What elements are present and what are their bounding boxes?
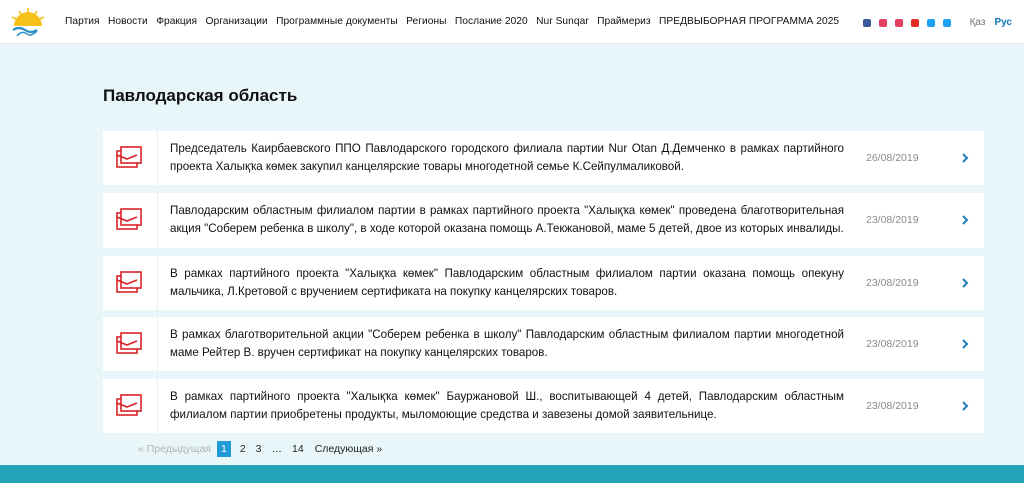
pagination	[138, 441, 382, 457]
news-item-date: 23/08/2019	[866, 214, 919, 227]
chevron-right-icon[interactable]	[958, 337, 972, 351]
news-item-title[interactable]: Павлодарским областным филиалом партии в рамках партийного проекта "Халықҡа көмек" проведена благотворительная акция "Соберем ребенка в школу", в ходе которой оказана помощь А.Текжановой, маме 5 детей, двое из которых инвалиды.	[170, 204, 844, 236]
page-title: Павлодарская область	[103, 86, 298, 105]
chevron-right-icon[interactable]	[958, 151, 972, 165]
document-icon	[103, 379, 158, 433]
pagination-page-2[interactable]: 2	[239, 443, 246, 455]
pagination-next[interactable]: Следующая »	[314, 443, 383, 455]
twitter-icon-2[interactable]	[943, 19, 951, 27]
document-icon	[103, 131, 158, 185]
pagination-page-1[interactable]: 1	[217, 441, 231, 457]
news-item-date: 26/08/2019	[866, 152, 919, 164]
news-item-date: 23/08/2019	[866, 400, 919, 413]
document-icon	[103, 193, 158, 248]
news-item[interactable]	[103, 256, 984, 310]
news-item-title[interactable]: В рамках партийного проекта "Халықҡа көмек" Бауржановой Ш., воспитывающей 4 детей, Павлодарским областным филиалом партии приобретены продукты, мыломоющие средства и завезены домой заявительнице.	[170, 390, 844, 422]
lang-ru[interactable]: Рус	[994, 17, 1012, 28]
news-list	[103, 131, 984, 441]
pagination-ellipsis: …	[271, 443, 282, 455]
site-header	[0, 0, 1024, 44]
pagination-prev: « Предыдущая	[138, 443, 211, 455]
nav-item-news[interactable]: Новости	[108, 16, 148, 27]
social-links	[855, 19, 951, 27]
chevron-right-icon[interactable]	[958, 213, 972, 227]
news-item-date: 23/08/2019	[866, 276, 919, 289]
pagination-page-14[interactable]: 14	[292, 443, 304, 455]
news-item[interactable]	[103, 317, 984, 371]
document-icon	[103, 317, 158, 371]
news-item-title[interactable]: Председатель Каирбаевского ППО Павлодарского городского филиала партии Nur Otan Д.Демченко в рамках партийного проекта Халықҡа көмек закупил канцелярские товары многодетной семье К.Сейпулмаликовой.	[170, 142, 844, 173]
nav-item-address-2020[interactable]: Послание 2020	[454, 16, 528, 27]
news-item-date: 23/08/2019	[866, 338, 919, 351]
news-item[interactable]	[103, 193, 984, 248]
nav-item-regions[interactable]: Регионы	[406, 16, 447, 27]
youtube-icon[interactable]	[911, 19, 919, 27]
site-footer	[0, 465, 1024, 483]
nav-item-program-documents[interactable]: Программные документы	[276, 16, 398, 27]
pagination-page-3[interactable]: 3	[255, 443, 262, 455]
news-item[interactable]	[103, 131, 984, 185]
news-item-title[interactable]: В рамках партийного проекта "Халықҡа көмек" Павлодарским областным филиалом партии оказана помощь опекуну мальчика, Л.Кретовой с вручением сертификата на покупку канцелярских товаров.	[170, 266, 844, 298]
news-item-title[interactable]: В рамках благотворительной акции "Соберем ребенка в школу" Павлодарским областным филиалом партии многодетной маме Рейтер В. вручен сертификат на покупку канцелярских товаров.	[170, 328, 844, 360]
nav-item-party[interactable]: Партия	[65, 16, 100, 27]
language-switcher	[961, 17, 1012, 28]
instagram-icon[interactable]	[879, 19, 887, 27]
instagram-icon-2[interactable]	[895, 19, 903, 27]
news-item[interactable]	[103, 379, 984, 433]
main-nav	[65, 16, 848, 27]
nav-item-nur-sunqar[interactable]: Nur Sunqar	[536, 16, 589, 27]
nav-item-organizations[interactable]: Организации	[205, 16, 268, 27]
nav-item-faction[interactable]: Фракция	[156, 16, 198, 27]
document-icon	[103, 256, 158, 310]
nav-item-primaries[interactable]: Праймериз	[597, 16, 651, 27]
lang-kz[interactable]: Қаз	[969, 17, 986, 28]
nur-otan-logo[interactable]	[8, 4, 48, 40]
chevron-right-icon[interactable]	[958, 276, 972, 290]
facebook-icon[interactable]	[863, 19, 871, 27]
chevron-right-icon[interactable]	[958, 399, 972, 413]
twitter-icon[interactable]	[927, 19, 935, 27]
nav-item-election-program[interactable]: ПРЕДВЫБОРНАЯ ПРОГРАММА 2025	[659, 16, 840, 27]
